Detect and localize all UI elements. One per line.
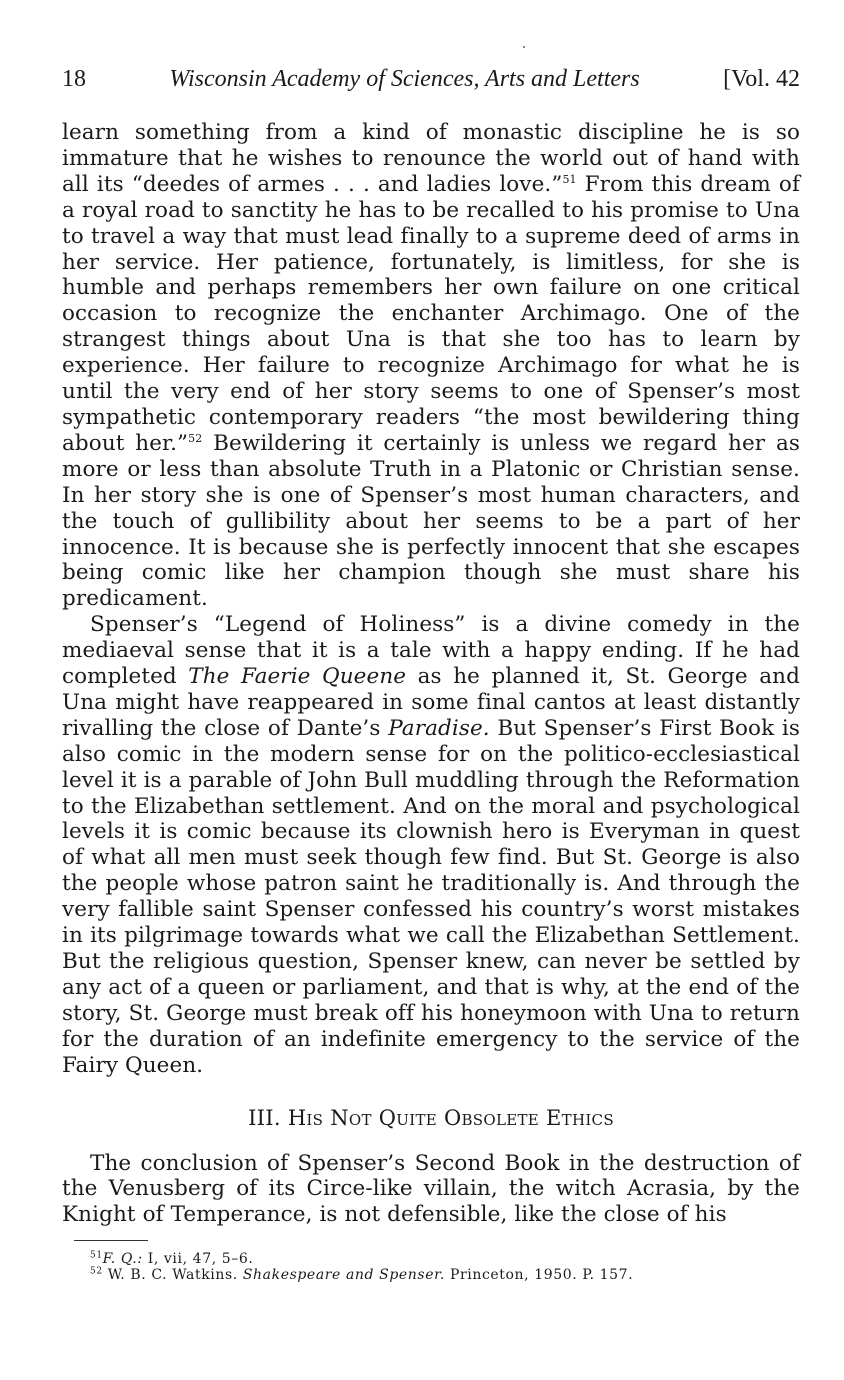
- paragraph-legend-of-holiness: [62, 612, 800, 1078]
- paragraph-second-book: The conclusion of Spenser’s Second Book in the destruction of the Venusberg of its Circe-like villain, the witch Acrasia, by the Knight of Temperance, is not defensible, like the close of his: [62, 1150, 800, 1228]
- footnote-number: 51: [90, 1250, 103, 1261]
- italic-title: Paradise.: [388, 715, 490, 741]
- running-head: [62, 64, 800, 94]
- italic-title: The Faerie Queene: [188, 664, 407, 690]
- footnote-number: 52: [90, 1266, 103, 1277]
- footnote-ref-51[interactable]: 51: [562, 172, 577, 186]
- section-title: His Not Quite Obsolete Ethics: [287, 1105, 614, 1130]
- paragraph-text: But Spenser’s First Book is also comic in the modern sense for on the politico-ecclesiastical level it is a parable of John Bull muddling through the Reformation to the Elizabethan settlement. And on the moral and psychological levels it is comic because its clownish hero is Everyman in quest of what all men must seek though few find. But St. George is also the people whose patron saint he traditionally is. And through the very fallible saint Spenser confessed his country’s worst mistakes in its pilgrimage towards what we call the Elizabethan Settlement. But the religious question, Spenser knew, can never be settled by any act of a queen or parliament, and that is why, at the end of the story, St. George must break off his honeymoon with Una to return for the duration of an indefinite emergency to the service of the Fairy Queen.: [62, 715, 801, 1078]
- footnote-text: W. B. C. Watkins.: [102, 1267, 243, 1284]
- footnotes: [62, 1251, 800, 1283]
- footnote-italic: Shakespeare and Spenser.: [242, 1267, 445, 1284]
- page: [62, 64, 800, 1283]
- footnote-divider: [74, 1240, 148, 1241]
- page-number: 18: [62, 66, 86, 92]
- section-numeral: III.: [248, 1105, 281, 1130]
- footnote-italic: F. Q.:: [102, 1251, 143, 1268]
- paragraph-text: Spenser’s “Legend of Holiness” is a divine comedy in the mediaeval sense that it is a tale with a happy ending. If he had completed: [62, 612, 800, 690]
- footnote-text: Princeton, 1950. P. 157.: [444, 1267, 634, 1284]
- footnote-ref-52[interactable]: 52: [188, 431, 203, 445]
- volume-label: [Vol. 42: [723, 66, 800, 92]
- paragraph-text: learn something from a kind of monastic discipline he is so immature that he wishes to renounce the world out of hand with all its “deedes of armes . . . and ladies love.”: [62, 120, 800, 197]
- footnote-51: [90, 1251, 800, 1267]
- footnote-text: I, vii, 47, 5–6.: [142, 1251, 254, 1268]
- journal-title: Wisconsin Academy of Sciences, Arts and Letters: [169, 66, 640, 92]
- footnote-52: [90, 1267, 800, 1283]
- scan-speck: [523, 46, 525, 48]
- body-text: [62, 120, 800, 1228]
- paragraph-text: as he planned it, St. George and Una might have reappeared in some final cantos at least distantly rivalling the close of Dante’s: [62, 664, 800, 741]
- paragraph-text: Bewildering it certainly is unless we regard her as more or less than absolute Truth in a Platonic or Christian sense. In her story she is one of Spenser’s most human characters, and the touch of gullibility about her seems to be a part of her innocence. It is because she is perfectly innocent that she escapes being comic like her champion though she must share his predicament.: [62, 430, 800, 612]
- section-heading: [62, 1105, 800, 1131]
- paragraph-text: From this dream of a royal road to sanctity he has to be recalled to his promise to Una to travel a way that must lead finally to a supreme deed of arms in her service. Her patience, fortunately, is limitless, for she is humble and perhaps remembers her own failure on one critical occasion to recognize the enchanter Archimago. One of the strangest things about Una is that she too has to learn by experience. Her failure to recognize Archimago for what he is until the very end of her story seems to one of Spenser’s most sympathetic contemporary readers “the most bewildering thing about her.”: [62, 171, 800, 456]
- paragraph-continued: [62, 120, 800, 612]
